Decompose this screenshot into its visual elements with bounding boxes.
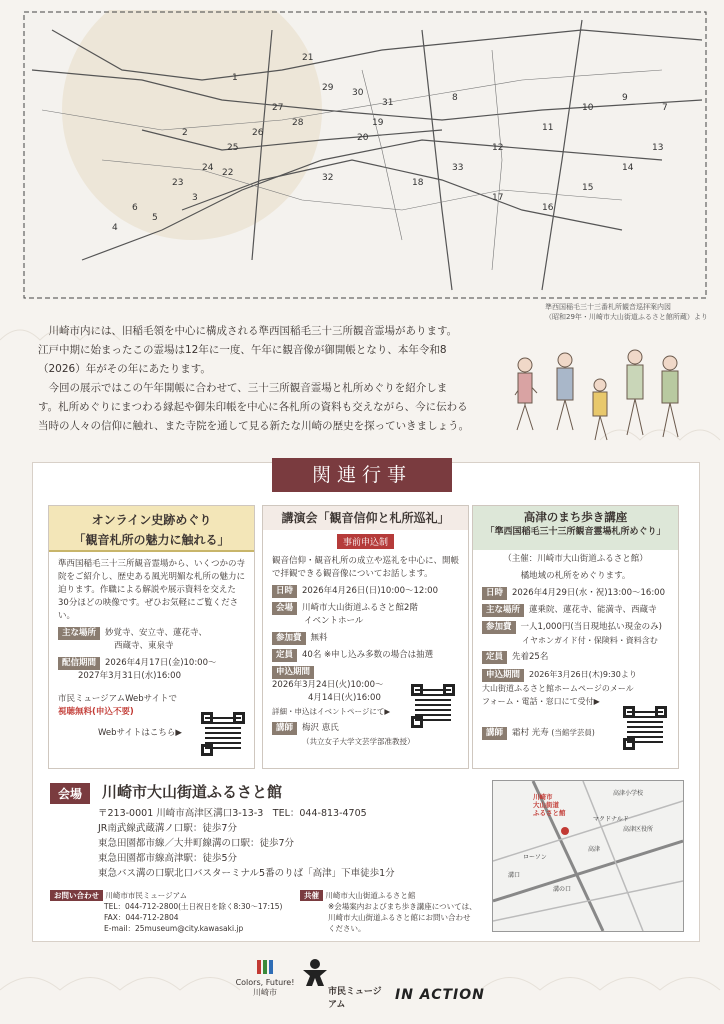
svg-text:26: 26 xyxy=(252,128,264,138)
event2-venue: 川崎市大山街道ふるさと館2階 xyxy=(302,603,418,613)
logo-text: Colors, Future! xyxy=(235,978,295,987)
event2-apply-start: 2026年3月24日(火)10:00～ xyxy=(272,680,384,690)
svg-text:14: 14 xyxy=(622,163,634,173)
contact-fax: FAX：044-712-2804 xyxy=(104,913,179,922)
event2-date: 2026年4月26日(日)10:00～12:00 xyxy=(302,586,438,596)
contact-block xyxy=(50,890,282,934)
svg-text:30: 30 xyxy=(352,88,364,98)
event1-web-link[interactable]: Webサイトはこちら▶ xyxy=(98,728,182,738)
svg-text:16: 16 xyxy=(542,203,554,213)
museum-figure-icon xyxy=(300,958,330,986)
venue-access: 東急田園都市線／大井町線溝の口駅：徒歩7分 xyxy=(98,838,295,849)
period-label: 配信期間 xyxy=(58,657,100,670)
colors-future-icon xyxy=(255,958,275,976)
svg-text:22: 22 xyxy=(222,168,234,178)
citizens-museum-logo xyxy=(300,958,385,1008)
svg-text:11: 11 xyxy=(542,123,554,133)
minimap-label: 高津小学校 xyxy=(613,790,644,797)
minimap-marker-label: 川崎市 xyxy=(533,793,553,801)
venue-name: 川崎市大山街道ふるさと館 xyxy=(102,783,283,801)
intro-line: す。札所めぐりにまつわる縁起や御朱印帳を中心に各札所の資料も交えながら、今に伝わる xyxy=(38,401,468,413)
event1-free-viewing: 視聴無料(申込不要) xyxy=(58,707,134,717)
place-label: 主な場所 xyxy=(482,604,524,617)
event3-fee-note: イヤホンガイド付・保険料・資料含む xyxy=(522,636,658,645)
event3-subtitle: 「準西国稲毛三十三所観音霊場札所めぐり」 xyxy=(485,527,666,537)
intro-text xyxy=(38,322,508,436)
minimap-marker-label: 大山街道 xyxy=(533,801,559,809)
cohost-note: ※会場案内およびまち歩き講座については、 xyxy=(328,902,477,911)
svg-text:5: 5 xyxy=(152,213,158,223)
event1-period: 2026年4月17日(金)10:00～ xyxy=(105,658,217,668)
event3-description: 橘地域の札所をめぐります。 xyxy=(520,571,631,581)
event3-capacity: 先着25名 xyxy=(512,652,549,662)
svg-text:25: 25 xyxy=(227,143,239,153)
event3-apply-link[interactable]: フォーム・電話・窓口にて受付▶ xyxy=(482,697,600,706)
event3-header xyxy=(473,506,678,550)
svg-text:7: 7 xyxy=(662,103,668,113)
venue-details xyxy=(98,806,488,881)
venue-label: 会場 xyxy=(50,783,90,804)
event2-venue-room: イベントホール xyxy=(304,616,364,626)
contact-tel: TEL：044-712-2800(土日祝日を除く8:30～17:15) xyxy=(104,902,283,911)
svg-text:1: 1 xyxy=(232,73,238,83)
events-title: 関連行事 xyxy=(272,458,452,492)
contact-label: お問い合わせ xyxy=(50,890,103,901)
fee-label: 参加費 xyxy=(482,621,516,634)
svg-text:17: 17 xyxy=(492,193,504,203)
svg-text:9: 9 xyxy=(622,93,628,103)
event-lecture xyxy=(262,505,469,769)
venue-access-map xyxy=(492,780,684,932)
fee-label: 参加費 xyxy=(272,632,306,645)
minimap-label: マクドナルド xyxy=(593,816,629,823)
cohost-note: ください。 xyxy=(328,924,366,933)
minimap-label: 高津 xyxy=(588,846,601,853)
event3-lecturer-title: (当館学芸員) xyxy=(551,728,595,737)
svg-text:4: 4 xyxy=(112,223,118,233)
svg-text:27: 27 xyxy=(272,103,284,113)
intro-line: 川崎市内には、旧稲毛領を中心に構成される準西国稲毛三十三所観音霊場があります。 xyxy=(48,325,458,337)
event2-lecturer-title: （共立女子大学文芸学部准教授） xyxy=(302,737,415,746)
qr-code[interactable] xyxy=(411,684,455,728)
venue-access: 東急バス溝の口駅北口バスターミナル5番のりば「高津」下車徒歩1分 xyxy=(98,868,395,879)
svg-text:20: 20 xyxy=(357,133,369,143)
event2-apply-link[interactable]: 詳細・申込はイベントページにて▶ xyxy=(272,707,391,716)
event3-date: 2026年4月29日(水・祝)13:00～16:00 xyxy=(512,588,665,598)
lecturer-label: 講師 xyxy=(272,722,297,735)
contact-org: 川崎市市民ミュージアム xyxy=(105,891,188,900)
intro-line: 今回の展示ではこの午年開帳に合わせて、三十三所観音霊場と札所めぐりを紹介しま xyxy=(48,382,448,394)
svg-text:12: 12 xyxy=(492,143,504,153)
apply-label: 申込期間 xyxy=(272,666,314,679)
in-action-logo: IN ACTION xyxy=(395,987,485,1003)
cohost-note: 川崎市大山街道ふるさと館にお問い合わせ xyxy=(328,913,471,922)
qr-code[interactable] xyxy=(623,706,667,750)
event3-title: 高津のまち歩き講座 xyxy=(523,510,628,524)
date-label: 日時 xyxy=(482,587,507,600)
event2-lecturer: 梅沢 恵氏 xyxy=(302,723,339,733)
minimap-label: 高津区役所 xyxy=(623,826,654,833)
map-caption-line: 準西国稲毛三十三番札所観音巡拝案内図 xyxy=(545,303,671,311)
walking-people-illustration xyxy=(495,345,695,460)
svg-text:10: 10 xyxy=(582,103,594,113)
event1-place: 妙覚寺、安立寺、蓮花寺、 xyxy=(105,628,208,638)
apply-label: 申込期間 xyxy=(482,669,524,682)
lecturer-label: 講師 xyxy=(482,727,507,740)
svg-text:18: 18 xyxy=(412,178,424,188)
event3-place: 蓮乗院、蓮花寺、能満寺、西蔵寺 xyxy=(529,605,657,615)
intro-line: 当時の人々の信仰に触れ、また寺院を通して見る新たな川崎の歴史を探っていきましょう。 xyxy=(38,420,470,432)
svg-text:23: 23 xyxy=(172,178,184,188)
minimap-label: ローソン xyxy=(523,854,547,861)
place-label: 主な場所 xyxy=(58,627,100,640)
kawasaki-city-logo xyxy=(235,958,295,998)
svg-text:29: 29 xyxy=(322,83,334,93)
event3-lecturer: 霜村 光寿 xyxy=(512,728,549,738)
event1-title: オンライン史跡めぐり xyxy=(91,513,212,527)
pilgrimage-map xyxy=(22,10,708,300)
svg-text:19: 19 xyxy=(372,118,384,128)
svg-text:2: 2 xyxy=(182,128,188,138)
event3-organizer: （主催：川崎市大山街道ふるさと館） xyxy=(503,554,648,564)
intro-line: （2026）年がその年にあたります。 xyxy=(38,363,211,375)
event2-fee: 無料 xyxy=(310,633,328,643)
capacity-label: 定員 xyxy=(482,651,507,664)
svg-text:8: 8 xyxy=(452,93,458,103)
event1-note: 市民ミュージアムWebサイトで xyxy=(58,694,178,704)
event-town-walk xyxy=(472,505,679,769)
cohost-org: 川崎市大山街道ふるさと館 xyxy=(325,891,416,900)
svg-text:32: 32 xyxy=(322,173,334,183)
minimap-label: 溝の口 xyxy=(553,886,572,893)
date-label: 日時 xyxy=(272,585,297,598)
contact-email[interactable]: E-mail：25museum@city.kawasaki.jp xyxy=(104,924,244,933)
logo-text: 市民ミュージアム xyxy=(328,987,382,1010)
svg-text:3: 3 xyxy=(192,193,198,203)
map-caption-line: （昭和29年・川崎市大山街道ふるさと館所蔵）より xyxy=(545,313,708,321)
svg-text:15: 15 xyxy=(582,183,594,193)
venue-access: JR南武線武蔵溝ノ口駅：徒歩7分 xyxy=(98,823,237,834)
intro-line: 江戸中期に始まったこの霊場は12年に一度、午年に観音像が御開帳となり、本年令和8 xyxy=(38,344,447,356)
reservation-badge: 事前申込制 xyxy=(337,534,394,549)
svg-text:28: 28 xyxy=(292,118,304,128)
event2-description: 観音信仰・観音札所の成立や巡礼を中心に、開帳で拝観できる観音像についてお話します。 xyxy=(272,556,460,579)
venue-label: 会場 xyxy=(272,602,297,615)
event2-title: 講演会「観音信仰と札所巡礼」 xyxy=(263,506,468,530)
svg-text:13: 13 xyxy=(652,143,664,153)
event2-capacity: 40名 ※申し込み多数の場合は抽選 xyxy=(302,650,434,660)
event1-subtitle: 「観音札所の魅力に触れる」 xyxy=(73,533,230,547)
capacity-label: 定員 xyxy=(272,649,297,662)
event3-fee: 一人1,000円(当日現地払い現金のみ) xyxy=(520,622,662,632)
svg-text:31: 31 xyxy=(382,98,394,108)
svg-text:24: 24 xyxy=(202,163,214,173)
minimap-label: 溝口 xyxy=(508,872,521,879)
cohost-label: 共催 xyxy=(300,890,323,901)
event3-apply: 2026年3月26日(木)9:30より xyxy=(529,670,637,679)
event1-period-end: 2027年3月31日(水)16:00 xyxy=(78,671,181,681)
svg-text:33: 33 xyxy=(452,163,464,173)
minimap-marker-label: ふるさと館 xyxy=(533,809,566,817)
event-online-tour xyxy=(48,505,255,769)
venue-access: 東急田園都市線高津駅：徒歩5分 xyxy=(98,853,238,864)
logo-subtext: 川崎市 xyxy=(253,988,277,997)
event3-apply-note: 大山街道ふるさと館ホームページのメール xyxy=(482,684,634,693)
event1-header xyxy=(49,506,254,552)
map-caption xyxy=(545,302,715,322)
svg-text:6: 6 xyxy=(132,203,138,213)
event2-apply-end: 4月14日(火)16:00 xyxy=(308,693,381,703)
venue-address: 〒213-0001 川崎市高津区溝口3-13-3 TEL：044-813-4705 xyxy=(98,808,367,819)
qr-code[interactable] xyxy=(201,712,245,756)
event1-place-cont: 西蔵寺、東泉寺 xyxy=(114,641,174,651)
svg-text:21: 21 xyxy=(302,53,314,63)
event1-description: 準西国稲毛三十三所観音霊場から、いくつかの寺院をご紹介し、歴史ある風光明媚な札所の魅力に迫ります。作職による解説や展示資料を交えた30分ほどの映像です。ぜひお気軽にご覧ください。 xyxy=(58,559,246,621)
cohost-block xyxy=(300,890,477,934)
